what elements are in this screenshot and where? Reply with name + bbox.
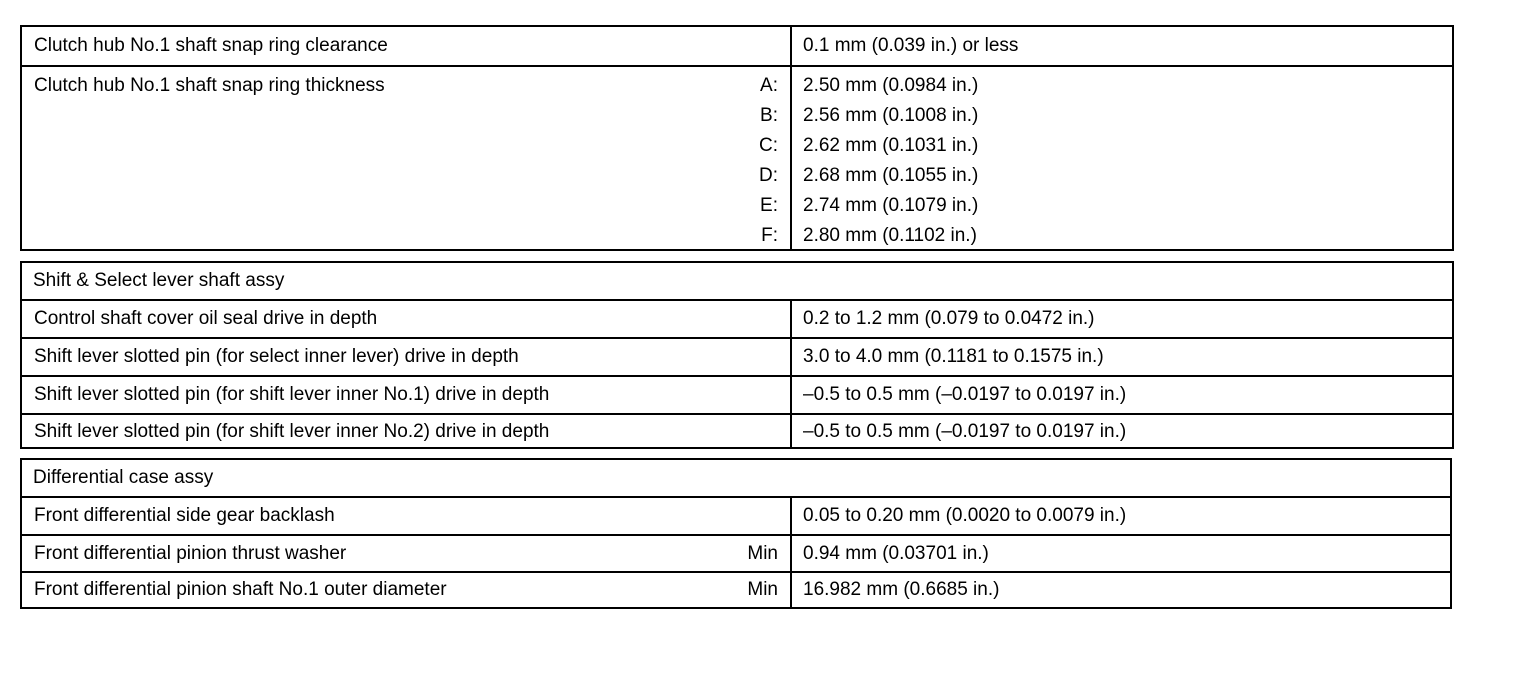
section-title: Shift & Select lever shaft assy: [33, 270, 285, 291]
grade-label: B:: [760, 105, 778, 126]
spec-value: 0.2 to 1.2 mm (0.079 to 0.0472 in.): [803, 308, 1095, 329]
grade-label: C:: [759, 135, 778, 156]
table-row: [22, 571, 1450, 607]
grade-value: 2.80 mm (0.1102 in.): [803, 225, 977, 246]
grade-value: 2.62 mm (0.1031 in.): [803, 135, 979, 156]
spec-value-cell: [792, 415, 1452, 447]
grade-label: E:: [760, 195, 778, 216]
qualifier: [778, 501, 790, 534]
table-row: [22, 299, 1452, 337]
table-row: [22, 534, 1450, 571]
spec-value-cell: [792, 339, 1452, 375]
table-row: [22, 375, 1452, 413]
grade-value: 2.56 mm (0.1008 in.): [803, 105, 979, 126]
spec-label: Control shaft cover oil seal drive in depth: [34, 308, 378, 329]
qualifier-min: Min: [747, 543, 778, 564]
spec-label: Front differential pinion shaft No.1 outer diameter: [34, 579, 447, 600]
grade-label: D:: [759, 165, 778, 186]
spec-label-cell: [22, 536, 792, 571]
spec-value-cell: [792, 27, 1452, 65]
grade-value: 2.68 mm (0.1055 in.): [803, 165, 979, 186]
table-row: [22, 337, 1452, 375]
spec-label: Front differential side gear backlash: [34, 505, 335, 526]
differential-table: [20, 458, 1452, 609]
spec-value-cell: [792, 301, 1452, 337]
spec-label-cell: [22, 67, 792, 249]
spec-label: Shift lever slotted pin (for shift lever inner No.2) drive in depth: [34, 421, 550, 442]
spec-value-cell: [792, 377, 1452, 413]
section-header: [22, 460, 1450, 496]
section-title: Differential case assy: [33, 467, 214, 488]
snap-ring-table: [20, 25, 1454, 251]
spec-label-cell: [22, 301, 792, 337]
spec-value-cell: [792, 67, 1452, 249]
qualifier-min: Min: [747, 579, 778, 600]
grade-list: [759, 71, 790, 249]
spec-label: Shift lever slotted pin (for shift lever inner No.1) drive in depth: [34, 384, 550, 405]
spec-label-cell: [22, 27, 792, 65]
spec-value-cell: [792, 573, 1450, 607]
spec-label-cell: [22, 377, 792, 413]
grade-label: A:: [760, 75, 778, 96]
spec-label-cell: [22, 573, 792, 607]
grade-value: 2.74 mm (0.1079 in.): [803, 195, 979, 216]
spec-value: 3.0 to 4.0 mm (0.1181 to 0.1575 in.): [803, 346, 1104, 367]
grade-value-list: [803, 71, 1452, 251]
section-header: [22, 263, 1452, 299]
table-row: [22, 413, 1452, 447]
spec-value: –0.5 to 0.5 mm (–0.0197 to 0.0197 in.): [803, 421, 1127, 442]
spec-value-cell: [792, 536, 1450, 571]
shift-select-table: [20, 261, 1454, 449]
table-header-row: [22, 263, 1452, 299]
grade-label: F:: [761, 225, 778, 246]
table-row: [22, 65, 1452, 249]
spec-value-cell: [792, 498, 1450, 534]
spec-value: 16.982 mm (0.6685 in.): [803, 579, 1000, 600]
table-row: [22, 496, 1450, 534]
spec-value: –0.5 to 0.5 mm (–0.0197 to 0.0197 in.): [803, 384, 1127, 405]
spec-value: 0.1 mm (0.039 in.) or less: [803, 35, 1019, 56]
grade-value: 2.50 mm (0.0984 in.): [803, 75, 979, 96]
spec-label: Front differential pinion thrust washer: [34, 543, 347, 564]
spec-label: Shift lever slotted pin (for select inner lever) drive in depth: [34, 346, 519, 367]
spec-label-cell: [22, 415, 792, 447]
spec-label: Clutch hub No.1 shaft snap ring clearance: [34, 35, 388, 56]
spec-label-cell: [22, 498, 792, 534]
table-row: [22, 27, 1452, 65]
spec-label-cell: [22, 339, 792, 375]
table-header-row: [22, 460, 1450, 496]
spec-value: 0.94 mm (0.03701 in.): [803, 543, 989, 564]
spec-value: 0.05 to 0.20 mm (0.0020 to 0.0079 in.): [803, 505, 1127, 526]
spec-label: Clutch hub No.1 shaft snap ring thickness: [34, 75, 385, 96]
